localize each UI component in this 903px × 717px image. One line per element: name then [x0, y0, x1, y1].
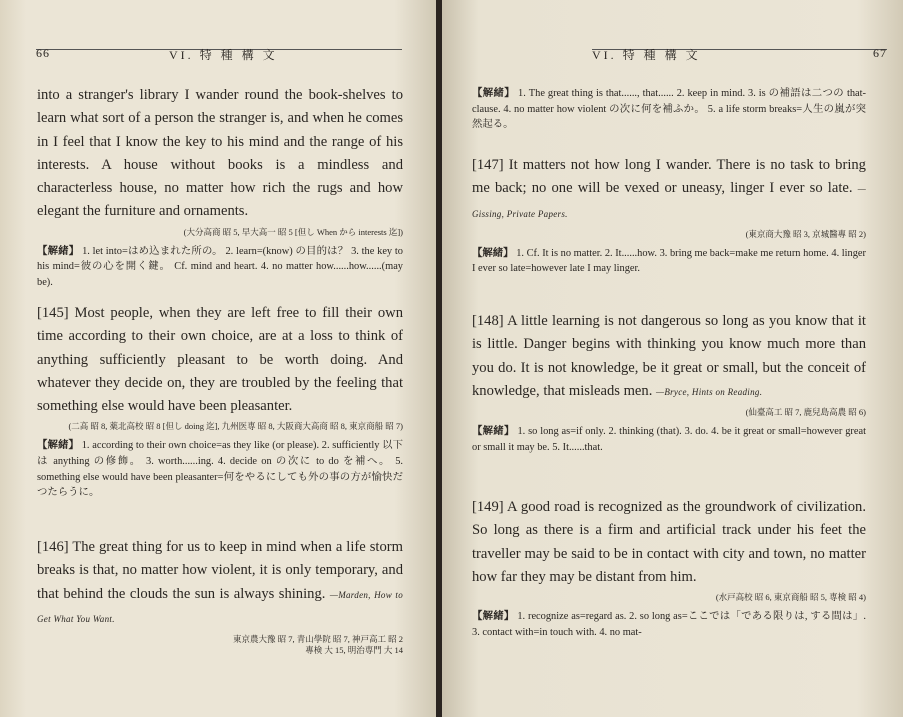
notes-tag: 【解緒】: [37, 245, 80, 257]
left-chapter-title: VI. 特 種 構 文: [169, 48, 278, 62]
passage-146-text: [37, 536, 403, 631]
passage-147-source: —Gissing, Private Papers.: [472, 184, 866, 219]
right-chapter-title: VI. 特 種 構 文: [592, 48, 701, 62]
passage-body: A good road is recognized as the groundwork of civilization. So long as there is a firm and artificial track under his feet the traveller may be said to be in contact with city and town, no matter how far they may be distant from him.: [472, 499, 866, 585]
left-page-number: 66: [36, 46, 50, 60]
notes-text: 1. let into=はめ込まれた所の。 2. learn=(know) の目的は？ 3. the key to his mind=彼の心を開く鍵。 Cf. mind and heart. 4. no matter how......how......(may be).: [37, 245, 403, 288]
exam-line-2: 專検 大 15, 明治専門 大 14: [305, 645, 403, 656]
passage-body: It matters not how long I wander. There is no task to bring me back; no one will be vexed or uneasy, linger I ever so late.: [472, 157, 866, 197]
passage-146-source: —Marden, How to Get What You Want.: [37, 589, 403, 624]
notes-text: 1. so long as=if only. 2. thinking (that). 3. do. 4. be it great or small=however great or small it may be. 5. It......that.: [472, 426, 866, 453]
passage-144-notes: [37, 244, 403, 291]
passage-145-text: [37, 302, 403, 418]
notes-text: 1. Cf. It is no matter. 2. It......how. 3. bring me back=make me return home. 4. linger I ever so late=however late I may linger.: [472, 247, 867, 275]
notes-tag: 【解緒】: [37, 440, 79, 452]
passage-number: [147]: [472, 157, 504, 173]
passage-number: [148]: [472, 313, 504, 329]
notes-text: 1. according to their own choice=as they like (or please). 2. sufficiently 以下は anything の修飾。 3. worth......ing. 4. decide on の次に to do を補へ。 5. something else would have been pleasanter=何をやるにしても外の事の方が愉快だつたらうに。: [37, 440, 404, 499]
right-page: [442, 0, 903, 717]
passage-149-text: [472, 496, 866, 589]
notes-tag: 【解緒】: [472, 426, 515, 438]
notes-text: 1. recognize as=regard as. 2. so long as=ここでは「である限りは, する間は」. 3. contact with=in touch with. 4. no mat-: [472, 611, 866, 638]
passage-144-continued: [37, 84, 403, 291]
notes-tag: 【解緒】: [472, 247, 514, 259]
passage-149: [472, 496, 866, 640]
left-page-header: [36, 46, 402, 62]
passage-145: [37, 302, 403, 501]
passage-148-text: [472, 310, 866, 404]
passage-148: [472, 310, 866, 455]
passage-145-exam-source: (二高 昭 8, 薬北高校 昭 8 [但し doing 迄], 九州医専 昭 8, 大阪商大高商 昭 8, 東京商船 昭 7): [68, 421, 403, 432]
passage-144-exam-source: (大分高商 昭 5, 早大高一 昭 5 [但し When から interests 迄]): [183, 226, 403, 237]
passage-147: [472, 154, 866, 277]
passage-body: Most people, when they are left free to fill their own time according to their own choice, are at a loss to think of anything sufficiently pleasant to be worth doing. And whatever they decide on, they are troubled by the feeling that something else would have been pleasanter.: [37, 305, 403, 415]
left-page: [0, 0, 438, 717]
passage-number: [145]: [37, 305, 69, 321]
passage-149-notes: [472, 609, 866, 640]
notes-text: 1. The great thing is that......, that...... 2. keep in mind. 3. is の補語は二つの that-clause. 4. no matter how violent の次に何を補ふか。 5. a life storm breaks=人生の嵐が突然起る。: [472, 88, 866, 131]
passage-148-exam-source: (仙臺高工 昭 7, 鹿兒島高農 昭 6): [745, 407, 866, 418]
passage-147-text: [472, 154, 866, 226]
passage-149-exam-source: (水戸高校 昭 6, 東京商船 昭 5, 専検 昭 4): [715, 592, 866, 603]
notes-tag: 【解緒】: [472, 611, 515, 623]
passage-146-exam-source: [37, 634, 403, 656]
passage-148-source: —Bryce, Hints on Reading.: [656, 386, 763, 397]
passage-body: A little learning is not dangerous so long as you know that it is little. Danger begins with thinking you know much more than you do. It is not knowledge, be it great or small, but the conceit of knowledge, that misleads men.: [472, 313, 866, 399]
passage-146-notes-block: [472, 86, 866, 133]
passage-146: [37, 536, 403, 662]
passage-number: [146]: [37, 539, 69, 555]
passage-147-exam-source: (東京商大豫 昭 3, 京城醫專 昭 2): [745, 228, 866, 239]
passage-145-notes: [37, 438, 403, 500]
right-page-header: [592, 46, 887, 62]
passage-148-notes: [472, 424, 866, 455]
passage-body: The great thing for us to keep in mind when a life storm breaks is that, no matter how violent, it is only temporary, and that behind the clouds the sun is always shining.: [37, 539, 403, 602]
notes-tag: 【解緒】: [472, 88, 516, 99]
passage-number: [149]: [472, 499, 504, 515]
passage-146-notes: [472, 86, 866, 133]
passage-147-notes: [472, 246, 866, 277]
exam-line-1: 東京農大豫 昭 7, 青山學院 昭 7, 神戸高工 昭 2: [232, 634, 403, 645]
passage-144-text: into a stranger's library I wander round the book-shelves to learn what sort of a person the stranger is, and when he comes in I feel that I know the key to his mind and the range of his interests. A house without books is a mindless and characterless house, no matter how rich the rugs and how elegant the furniture and ornaments.: [37, 87, 403, 220]
right-page-number: 67: [873, 46, 887, 60]
